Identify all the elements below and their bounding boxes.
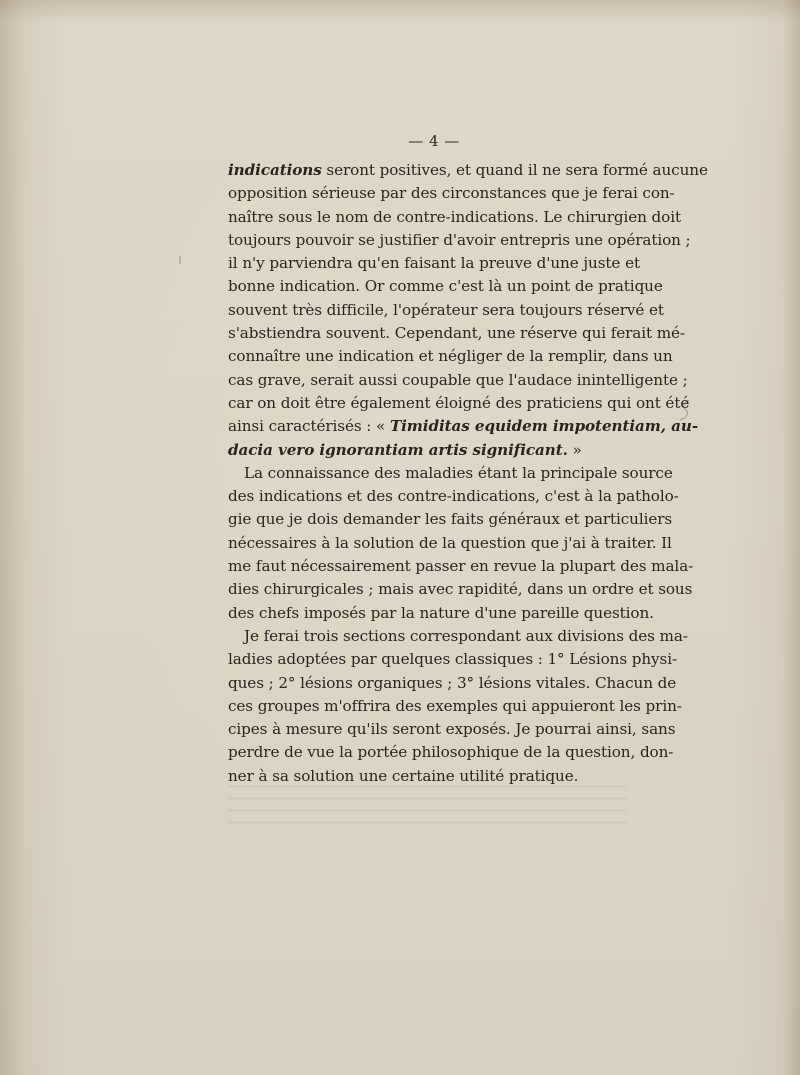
- text-line: connaître une indication et négliger de la remplir, dans un: [228, 347, 673, 366]
- paragraph: [228, 462, 694, 625]
- text-line: Je ferai trois sections correspondant aux divisions des ma-: [244, 626, 688, 645]
- text-line: des chefs imposés par la nature d'une pareille question.: [228, 603, 654, 622]
- italic-word: indications: [228, 161, 322, 179]
- page-number: — 4 —: [408, 132, 460, 150]
- text-line: dies chirurgicales ; mais avec rapidité, dans un ordre et sous: [228, 580, 693, 599]
- text-line: ladies adoptées par quelques classiques : 1° Lésions physi-: [228, 650, 678, 669]
- paragraph: [228, 159, 708, 462]
- text-line: gie que je dois demander les faits généraux et particuliers: [228, 510, 673, 529]
- text-line: s'abstiendra souvent. Cependant, une réserve qui ferait mé-: [228, 324, 685, 343]
- text-line: ces groupes m'offrira des exemples qui appuieront les prin-: [228, 696, 682, 715]
- latin-quote: Timiditas equidem impotentiam, au-: [389, 417, 699, 436]
- text-line: dacia vero ignorantiam artis significant. »: [228, 440, 582, 459]
- text-line: il n'y parviendra qu'en faisant la preuve d'une juste et: [228, 254, 640, 273]
- text-line: ques ; 2° lésions organiques ; 3° lésions vitales. Chacun de: [228, 673, 677, 692]
- text-line: toujours pouvoir se justifier d'avoir entrepris une opération ;: [228, 230, 691, 249]
- text-line: souvent très difficile, l'opérateur sera toujours réservé et: [228, 300, 664, 319]
- page-edge-shadow-right: [782, 0, 800, 1075]
- page-edge-shadow-left: [0, 0, 26, 1075]
- page-edge-shadow-top: [0, 0, 800, 22]
- text-line: bonne indication. Or comme c'est là un point de pratique: [228, 277, 663, 296]
- text-line: ainsi caractérisés : « Timiditas equidem impotentiam, au-: [228, 417, 699, 436]
- text-line: naître sous le nom de contre-indications. Le chirurgien doit: [228, 207, 681, 226]
- text-line: La connaissance des maladies étant la principale source: [244, 463, 673, 482]
- text-line: cas grave, serait aussi coupable que l'audace inintelligente ;: [228, 370, 688, 389]
- text-line: perdre de vue la portée philosophique de la question, don-: [228, 743, 674, 762]
- text-line: opposition sérieuse par des circonstances que je ferai con-: [228, 184, 675, 203]
- margin-speck: [176, 252, 184, 262]
- latin-quote: dacia vero ignorantiam artis significant.: [228, 440, 568, 459]
- text-line: cipes à mesure qu'ils seront exposés. Je pourrai ainsi, sans: [228, 720, 676, 739]
- text-line: ner à sa solution une certaine utilité pratique.: [228, 766, 579, 785]
- page-text-block: [228, 132, 708, 788]
- text-line: nécessaires à la solution de la question que j'ai à traiter. Il: [228, 533, 672, 552]
- text-line: des indications et des contre-indications, c'est à la patholo-: [228, 487, 679, 506]
- paragraph: [228, 625, 688, 788]
- text-line: me faut nécessairement passer en revue la plupart des mala-: [228, 557, 694, 576]
- text-line: indications seront positives, et quand il ne sera formé aucune: [228, 161, 708, 179]
- text-line: car on doit être également éloigné des praticiens qui ont été: [228, 393, 690, 412]
